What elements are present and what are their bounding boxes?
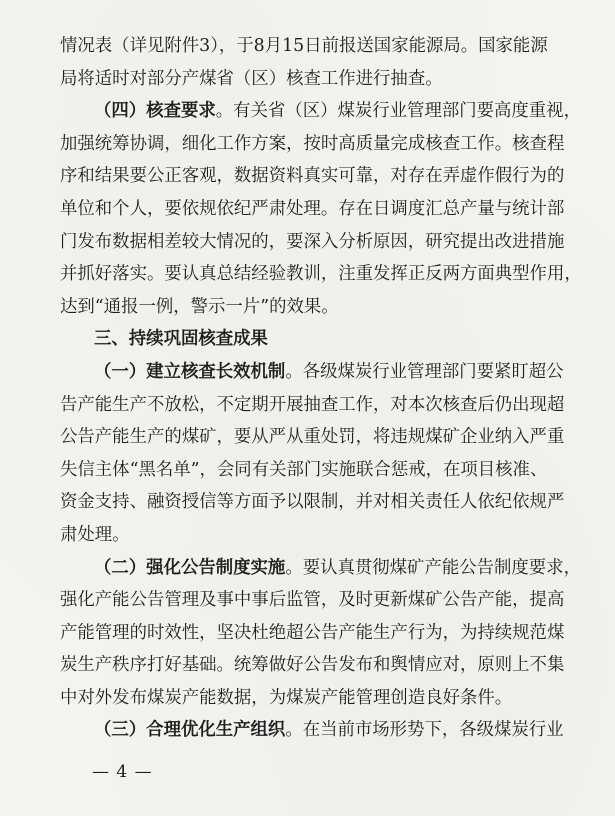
section-heading	[60, 323, 560, 356]
text-line	[60, 486, 565, 519]
text-line	[60, 193, 565, 226]
text-line	[60, 258, 582, 291]
section-title: 三、持续巩固核查成果	[94, 329, 268, 350]
line-text: 序和结果要公正客观，数据资料真实可靠，对存在弄虚作假行为的	[60, 166, 565, 187]
subsection-line	[60, 714, 564, 747]
line-text: 门发布数据相差较大情况的，要深入分析原因，研究提出改进措施	[60, 231, 565, 252]
line-text: 肃处理。	[60, 524, 130, 545]
line-text: 资金支持、融资授信等方面予以限制，并对相关责任人依纪依规严	[60, 492, 565, 513]
subsection-title: （一）建立核查长效机制	[94, 361, 286, 382]
line-text: 失信主体“黑名单”，会同有关部门实施联合惩戒，在项目核准、	[60, 459, 548, 480]
line-text: 中对外发布煤炭产能数据，为煤炭产能管理创造良好条件。	[60, 687, 513, 708]
text-line	[60, 63, 560, 96]
line-text: 并抓好落实。要认真总结经验教训，注重发挥正反两方面典型作用，	[60, 264, 582, 285]
text-line	[60, 584, 565, 617]
line-text: 。在当前市场形势下，各级煤炭行业	[285, 720, 564, 741]
line-text: 产能管理的时效性，坚决杜绝超公告产能生产行为，为持续规范煤	[60, 622, 565, 643]
line-text: 。各级煤炭行业管理部门要紧盯超公	[285, 361, 564, 382]
subsection-line	[60, 356, 564, 389]
line-text: 强化产能公告管理及事中事后监管，及时更新煤矿公告产能，提高	[60, 590, 565, 611]
text-line	[60, 389, 565, 422]
line-text: 加强统筹协调，细化工作方案，按时高质量完成核查工作。核查程	[60, 133, 565, 154]
document-body	[60, 30, 582, 747]
text-line	[60, 649, 565, 682]
text-line	[60, 160, 565, 193]
line-text: 局将适时对部分产煤省（区）核查工作进行抽查。	[60, 68, 443, 89]
subsection-title: （三）合理优化生产组织	[94, 720, 286, 741]
line-text: 达到“通报一例，警示一片”的效果。	[60, 296, 339, 317]
line-text: 。有关省（区）煤炭行业管理部门要高度重视，	[215, 101, 581, 122]
subsection-title: （四）核查要求	[94, 101, 216, 122]
line-text: 炭生产秩序打好基础。统筹做好公告发布和舆情应对，原则上不集	[60, 655, 565, 676]
line-text: 单位和个人，要依规依纪严肃处理。存在日调度汇总产量与统计部	[60, 198, 565, 219]
line-text: 。要认真贯彻煤矿产能公告制度要求，	[285, 557, 581, 578]
text-line	[60, 454, 560, 487]
text-line	[60, 617, 565, 650]
text-line	[60, 682, 560, 715]
line-text: 告产能生产不放松，不定期开展抽查工作，对本次核查后仍出现超	[60, 394, 565, 415]
text-line	[60, 30, 560, 63]
line-text: 情况表（详见附件3），于8月15日前报送国家能源局。国家能源	[60, 36, 548, 56]
subsection-title: （二）强化公告制度实施	[94, 557, 286, 578]
subsection-line	[60, 552, 581, 585]
text-line	[60, 226, 565, 259]
text-line	[60, 291, 560, 324]
text-line	[60, 421, 565, 454]
line-text: 公告产能生产的煤矿，要从严从重处罚，将违规煤矿企业纳入严重	[60, 427, 565, 448]
page-number: — 4 —	[92, 762, 153, 782]
subsection-line	[60, 95, 581, 128]
text-line	[60, 519, 560, 552]
text-line	[60, 128, 565, 161]
